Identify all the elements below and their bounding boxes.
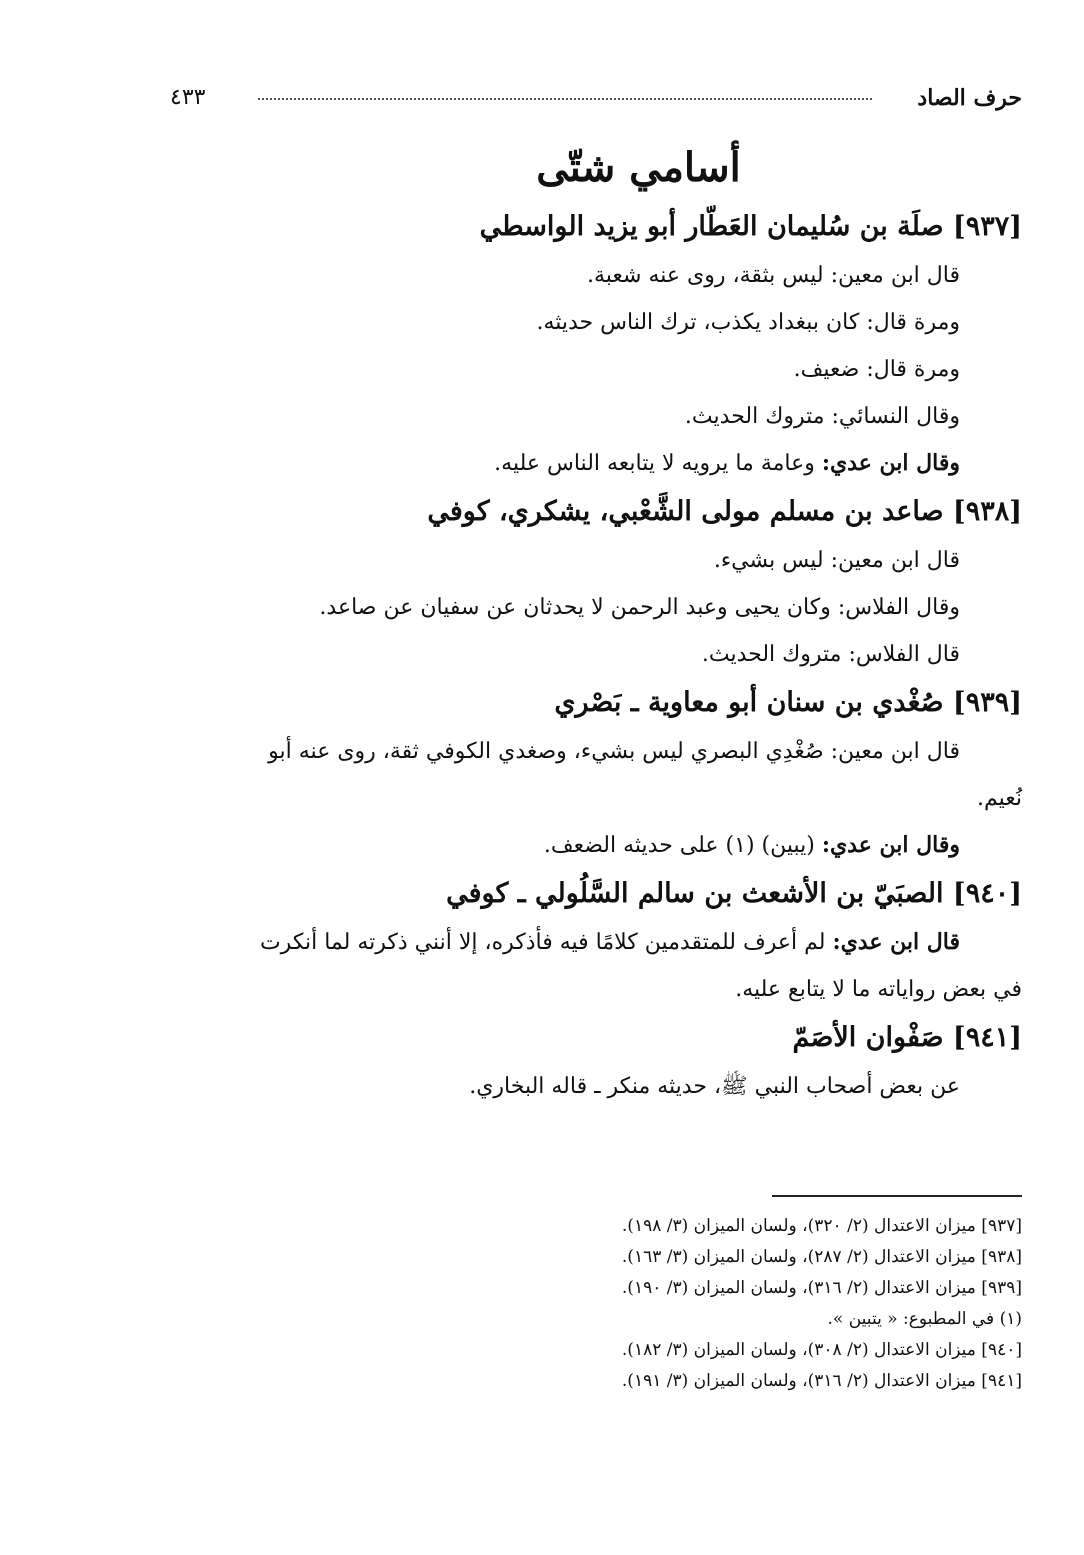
- entry-line-continuation: [135, 775, 1022, 822]
- entry-939: [135, 678, 1022, 869]
- entry-line-text: قال الفلاس: متروك الحديث.: [701, 642, 960, 667]
- footnote: (١) في المطبوع: « يتبين ».: [827, 1309, 1022, 1329]
- entry-line: [135, 822, 1022, 869]
- page-header: [150, 80, 1022, 116]
- entry-line-text: وعامة ما يرويه لا يتابعه الناس عليه.: [494, 451, 822, 476]
- entry-line-speaker: وقال ابن عدي:: [821, 450, 960, 476]
- entry-line: [135, 728, 1022, 775]
- entry-line-text: ومرة قال: كان ببغداد يكذب، ترك الناس حديثه.: [536, 310, 960, 335]
- section-title: أسامي شتّى: [536, 144, 741, 191]
- header-dotted-rule: [258, 98, 872, 100]
- entry-line: [135, 393, 1022, 440]
- entry-heading: [٩٣٨] صاعد بن مسلم مولى الشَّعْبي، يشكري، كوفي: [427, 496, 1022, 527]
- footnote-rule: [772, 1195, 1022, 1197]
- entry-line-text: (يبين) (١) على حديثه الضعف.: [543, 833, 822, 858]
- entry-line-text: قال ابن معين: ليس بشيء.: [713, 548, 960, 573]
- entry-line-text: وقال النسائي: متروك الحديث.: [684, 404, 960, 429]
- entry-line-text: عن بعض أصحاب النبي ﷺ، حديثه منكر ـ قاله البخاري.: [469, 1074, 960, 1099]
- running-title: حرف الصاد: [917, 85, 1022, 111]
- entry-line-speaker: قال ابن عدي:: [832, 929, 960, 955]
- entry-line: [135, 631, 1022, 678]
- entry-line: [135, 1063, 1022, 1110]
- entry-heading: [٩٣٧] صلَة بن سُليمان العَطّار أبو يزيد الواسطي: [479, 211, 1022, 242]
- page-number: ٤٣٣: [170, 85, 206, 110]
- entry-line-continuation: [135, 966, 1022, 1013]
- entry-line: [135, 537, 1022, 584]
- entry-line: [135, 299, 1022, 346]
- entry-heading: [٩٣٩] صُغْدي بن سنان أبو معاوية ـ بَصْري: [554, 687, 1022, 718]
- entry-line-text: ومرة قال: ضعيف.: [793, 357, 960, 382]
- footnote: [٩٣٧] ميزان الاعتدال (٢/ ٣٢٠)، ولسان الميزان (٣/ ١٩٨).: [621, 1216, 1022, 1236]
- entry-line: [135, 346, 1022, 393]
- entry-line: [135, 919, 1022, 966]
- entry-938: [135, 487, 1022, 678]
- entry-940: [135, 869, 1022, 1013]
- footnote: [٩٤١] ميزان الاعتدال (٢/ ٣١٦)، ولسان الميزان (٣/ ١٩١).: [621, 1371, 1022, 1391]
- entry-941: [135, 1013, 1022, 1110]
- footnote: [٩٤٠] ميزان الاعتدال (٢/ ٣٠٨)، ولسان الميزان (٣/ ١٨٢).: [621, 1340, 1022, 1360]
- entry-line: [135, 440, 1022, 487]
- footnote: [٩٣٨] ميزان الاعتدال (٢/ ٢٨٧)، ولسان الميزان (٣/ ١٦٣).: [621, 1247, 1022, 1267]
- entry-line-text: في بعض رواياته ما لا يتابع عليه.: [735, 977, 1022, 1002]
- entry-line-text: قال ابن معين: صُغْدِي البصري ليس بشيء، وصغدي الكوفي ثقة، روى عنه أبو: [268, 739, 960, 764]
- entry-937: [135, 202, 1022, 487]
- main-text: [135, 140, 1022, 1110]
- footnote: [٩٣٩] ميزان الاعتدال (٢/ ٣١٦)، ولسان الميزان (٣/ ١٩٠).: [621, 1278, 1022, 1298]
- entry-line-text: وقال الفلاس: وكان يحيى وعبد الرحمن لا يحدثان عن سفيان عن صاعد.: [319, 595, 960, 620]
- entry-line: [135, 252, 1022, 299]
- entry-line-speaker: وقال ابن عدي:: [821, 832, 960, 858]
- entry-line-text: نُعيم.: [976, 786, 1022, 811]
- entry-line-text: لم أعرف للمتقدمين كلامًا فيه فأذكره، إلا أنني ذكرته لما أنكرت: [259, 930, 833, 955]
- entry-line: [135, 584, 1022, 631]
- entry-heading: [٩٤٠] الصبَيّ بن الأشعث بن سالم السَّلُولي ـ كوفي: [446, 878, 1022, 909]
- footnotes: [135, 1195, 1022, 1397]
- entry-heading: [٩٤١] صَفْوان الأصَمّ: [792, 1022, 1022, 1053]
- entry-line-text: قال ابن معين: ليس بثقة، روى عنه شعبة.: [586, 263, 960, 288]
